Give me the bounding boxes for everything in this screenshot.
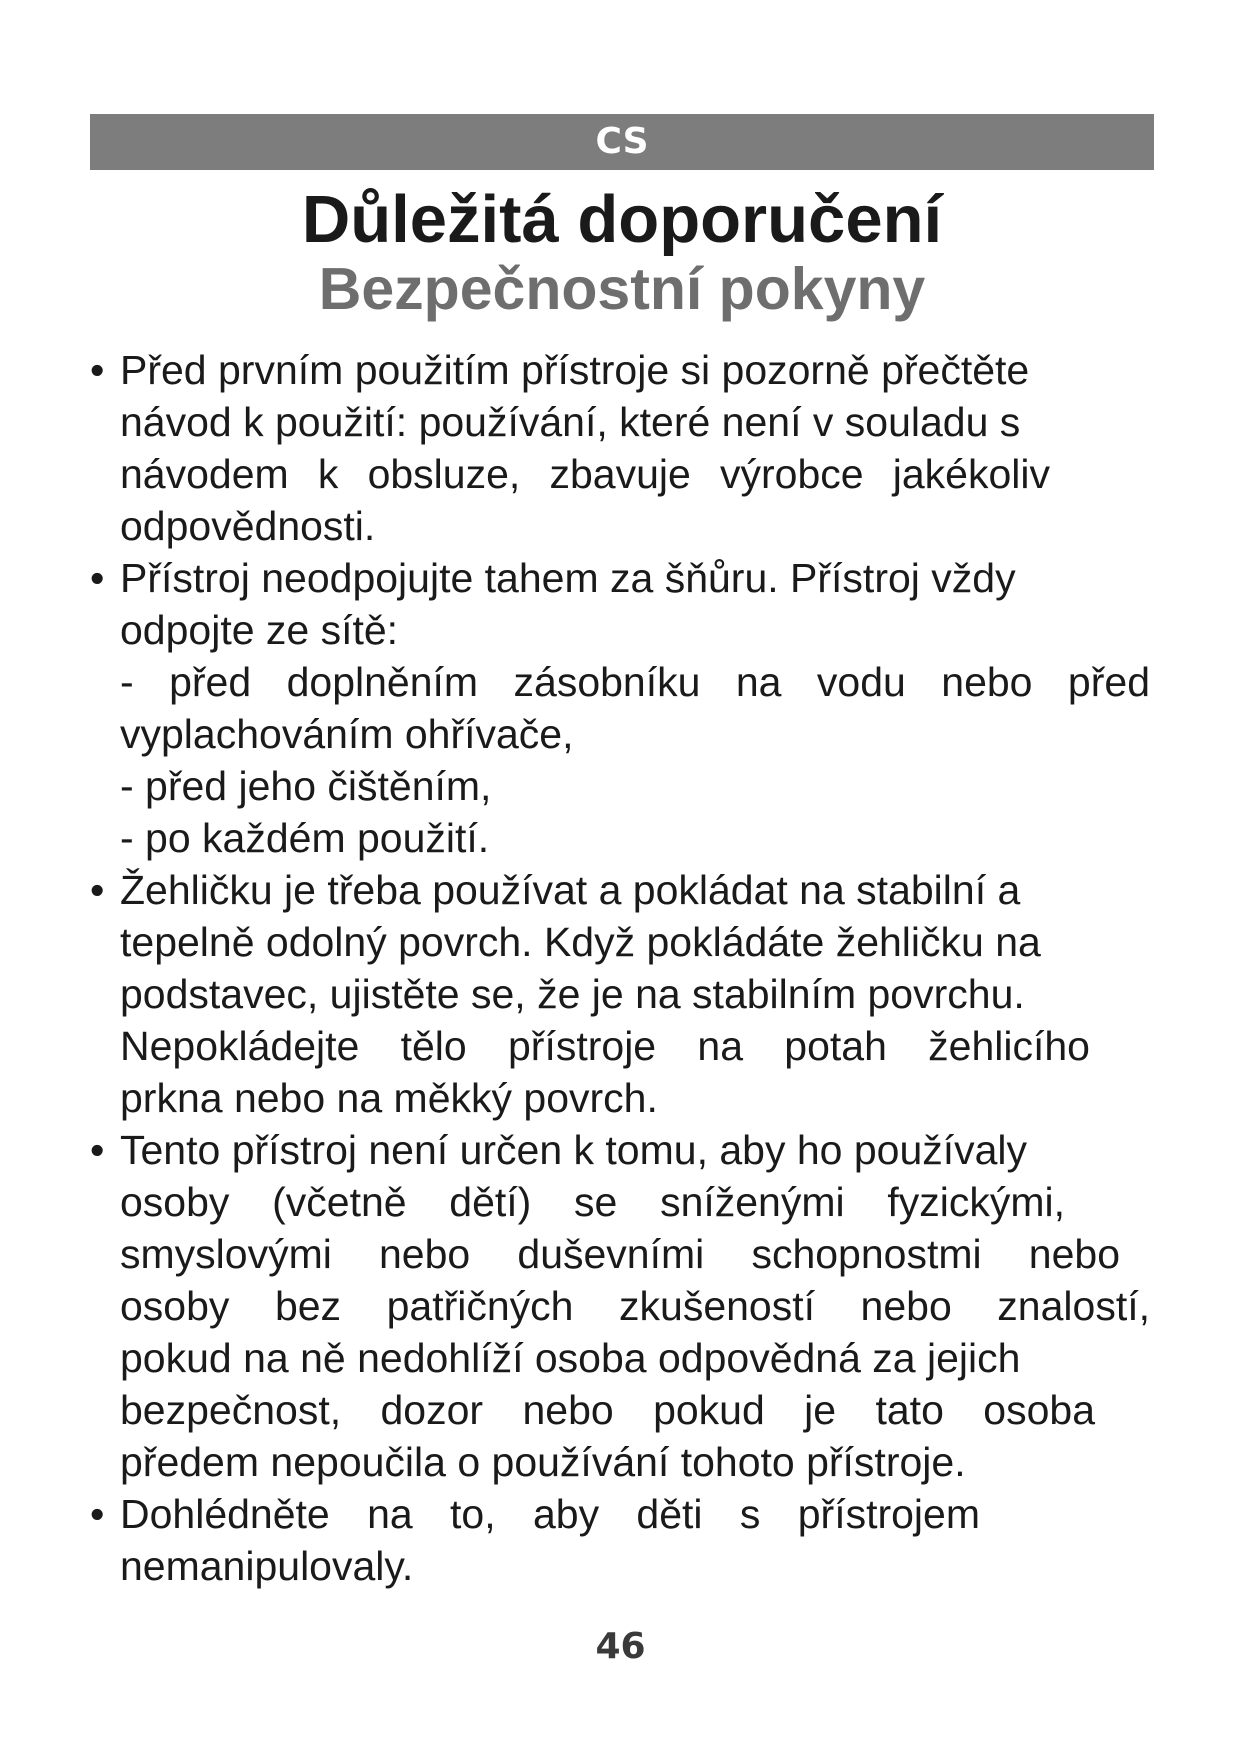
bullet-icon: •	[90, 1127, 105, 1173]
text-line: Před prvním použitím přístroje si pozorně přečtěte	[120, 347, 1030, 393]
text-line: Dohlédněte na to, aby děti s přístrojem	[120, 1491, 980, 1537]
list-item	[90, 864, 1120, 1124]
safety-instructions-list	[90, 344, 1180, 1592]
text-line: - před doplněním zásobníku na vodu nebo před	[120, 659, 1150, 705]
bullet-icon: •	[90, 1491, 105, 1537]
text-line: nemanipulovaly.	[120, 1543, 414, 1589]
list-item	[90, 1488, 1000, 1592]
text-line: vyplachováním ohřívače,	[120, 711, 574, 757]
text-line: prkna nebo na měkký povrch.	[120, 1075, 658, 1121]
text-line: předem nepoučila o používání tohoto přístroje.	[120, 1439, 966, 1485]
list-item	[90, 1124, 1150, 1488]
bullet-icon: •	[90, 867, 105, 913]
list-item	[90, 552, 1150, 864]
page-number: 46	[595, 1626, 646, 1667]
bullet-icon: •	[90, 555, 105, 601]
text-line: Tento přístroj není určen k tomu, aby ho používaly	[120, 1127, 1028, 1173]
text-line: návodem k obsluze, zbavuje výrobce jakékoliv	[120, 451, 1050, 497]
text-line: bezpečnost, dozor nebo pokud je tato osoba	[120, 1387, 1095, 1433]
text-line: podstavec, ujistěte se, že je na stabilním povrchu.	[120, 971, 1025, 1017]
text-line: odpovědnosti.	[120, 503, 376, 549]
text-line: pokud na ně nedohlíží osoba odpovědná za jejich	[120, 1335, 1021, 1381]
text-line: Žehličku je třeba používat a pokládat na stabilní a	[120, 867, 1021, 913]
text-line: Nepokládejte tělo přístroje na potah žehlicího	[120, 1023, 1090, 1069]
page-subtitle: Bezpečnostní pokyny	[318, 256, 926, 322]
text-line: tepelně odolný povrch. Když pokládáte žehličku na	[120, 919, 1041, 965]
language-code: CS	[595, 121, 649, 162]
language-banner	[90, 114, 1154, 170]
text-line: osoby (včetně dětí) se sníženými fyzickými,	[120, 1179, 1065, 1225]
list-item	[90, 344, 1050, 552]
text-line: Přístroj neodpojujte tahem za šňůru. Přístroj vždy	[120, 555, 1016, 601]
page-title: Důležitá doporučení	[301, 182, 943, 257]
text-line: - po každém použití.	[120, 815, 490, 861]
text-line: osoby bez patřičných zkušeností nebo znalostí,	[120, 1283, 1150, 1329]
text-line: návod k použití: používání, které není v souladu s	[120, 399, 1021, 445]
text-line: - před jeho čištěním,	[120, 763, 492, 809]
text-line: smyslovými nebo duševními schopnostmi nebo	[120, 1231, 1120, 1277]
text-line: odpojte ze sítě:	[120, 607, 399, 653]
bullet-icon: •	[90, 347, 105, 393]
